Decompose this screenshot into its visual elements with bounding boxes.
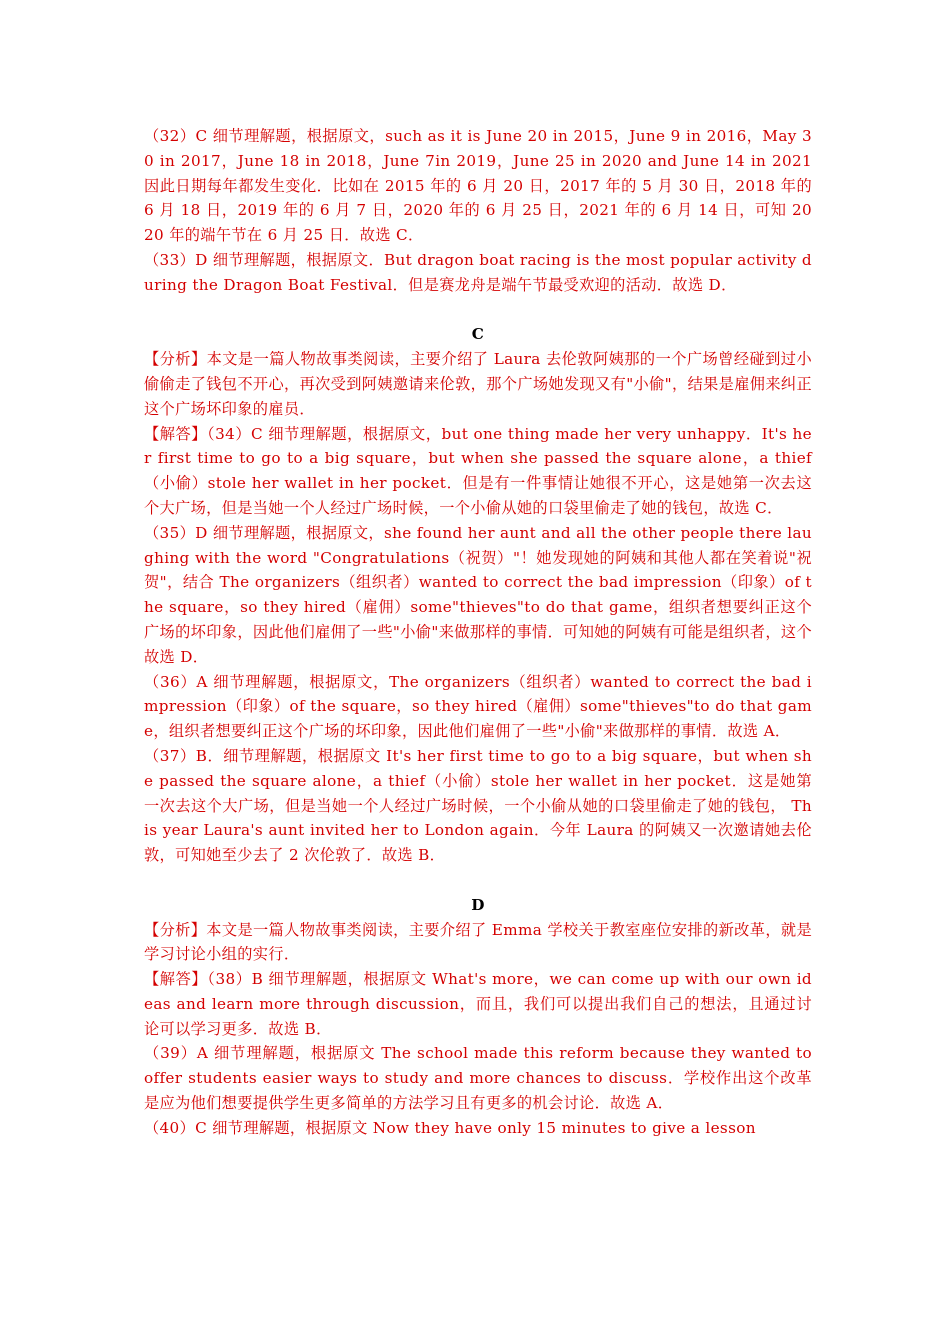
answer-tag: 【解答】: [144, 970, 208, 989]
answer-q40: （40）C 细节理解题，根据原文 Now they have only 15 minutes to give a lesson: [144, 1118, 756, 1137]
answer-q36: （36）A 细节理解题，根据原文，The organizers（组织者）wanted to correct the bad impression（印象）of the square，so they hired（雇佣）some"thieves"to do that game，组织者想要纠正这个广场的坏印象，因此他们雇佣了一些"小偷"来做那样的事情．故选 A．: [144, 672, 812, 741]
analysis-tag: 【分析】: [144, 920, 207, 939]
section-heading-c: C: [471, 325, 485, 344]
answer-q37: （37）B．细节理解题，根据原文 It's her first time to go to a big square，but when she passed the square alone，a thief（小偷）stole her wallet in her pocket．这是她第一次去这个大广场，但是当她一个人经过广场时候，一个小偷从她的口袋里偷走了她的钱包， This year Laura's aunt invited her to London again．今年 Laura 的阿姨又一次邀请她去伦敦，可知她至少去了 2 次伦敦了．故选 B．: [144, 746, 812, 865]
analysis-tag: 【分析】: [144, 350, 207, 369]
answer-q39: （39）A 细节理解题，根据原文 The school made this reform because they wanted to offer students easier ways to study and more chances to discuss．学校作出这个改革是应为他们想要提供学生更多简单的方法学习且有更多的机会讨论．故选 A．: [144, 1044, 812, 1113]
spacer: [144, 298, 812, 323]
answer-q38: [144, 967, 812, 1041]
spacer: [144, 868, 812, 893]
section-heading-d: D: [471, 895, 485, 914]
answer-q38-text: （38）B 细节理解题，根据原文 What's more，we can come up with our own ideas and learn more through discussion，而且，我们可以提出我们自己的想法，且通过讨论可以学习更多．故选 B．: [144, 970, 812, 1038]
answer-document: [144, 124, 812, 1141]
answer-q34: [144, 422, 812, 521]
answer-q34-text: （34）C 细节理解题，根据原文，but one thing made her very unhappy．It's her first time to go to a big square，but when she passed the square alone，a thief（小偷）stole her wallet in her pocket．但是有一件事情让她很不开心，这是她第一次去这个大广场，但是当她一个人经过广场时候，一个小偷从她的口袋里偷走了她的钱包，故选 C．: [144, 424, 812, 517]
answer-q33: （33）D 细节理解题，根据原文．But dragon boat racing is the most popular activity during the Dragon Boat Festival．但是赛龙舟是端午节最受欢迎的活动．故选 D．: [144, 250, 812, 294]
analysis-d: [144, 918, 812, 968]
analysis-c: [144, 347, 812, 421]
analysis-text: 本文是一篇人物故事类阅读，主要介绍了 Laura 去伦敦阿姨那的一个广场曾经碰到过小偷偷走了钱包不开心，再次受到阿姨邀请来伦敦，那个广场她发现又有"小偷"，结果是雇佣来纠正这个广场坏印象的雇员．: [144, 350, 812, 418]
answer-q32: （32）C 细节理解题，根据原文，such as it is June 20 in 2015，June 9 in 2016，May 30 in 2017，June 18 in 2018，June 7in 2019，June 25 in 2020 and June 14 in 2021 因此日期每年都发生变化．比如在 2015 年的 6 月 20 日，2017 年的 5 月 30 日，2018 年的 6 月 18 日，2019 年的 6 月 7 日，2020 年的 6 月 25 日，2021 年的 6 月 14 日，可知 2020 年的端午节在 6 月 25 日．故选 C．: [144, 127, 812, 245]
answer-q35: （35）D 细节理解题，根据原文，she found her aunt and all the other people there laughing with the word "Congratulations（祝贺）"！她发现她的阿姨和其他人都在笑着说"祝贺"，结合 The organizers（组织者）wanted to correct the bad impression（印象）of the square，so they hired（雇佣）some"thieves"to do that game，组织者想要纠正这个广场的坏印象，因此他们雇佣了一些"小偷"来做那样的事情．可知她的阿姨有可能是组织者，这个故选 D．: [144, 523, 812, 666]
answer-tag: 【解答】: [144, 424, 207, 443]
analysis-text: 本文是一篇人物故事类阅读，主要介绍了 Emma 学校关于教室座位安排的新改革，就是学习讨论小组的实行．: [144, 920, 813, 964]
